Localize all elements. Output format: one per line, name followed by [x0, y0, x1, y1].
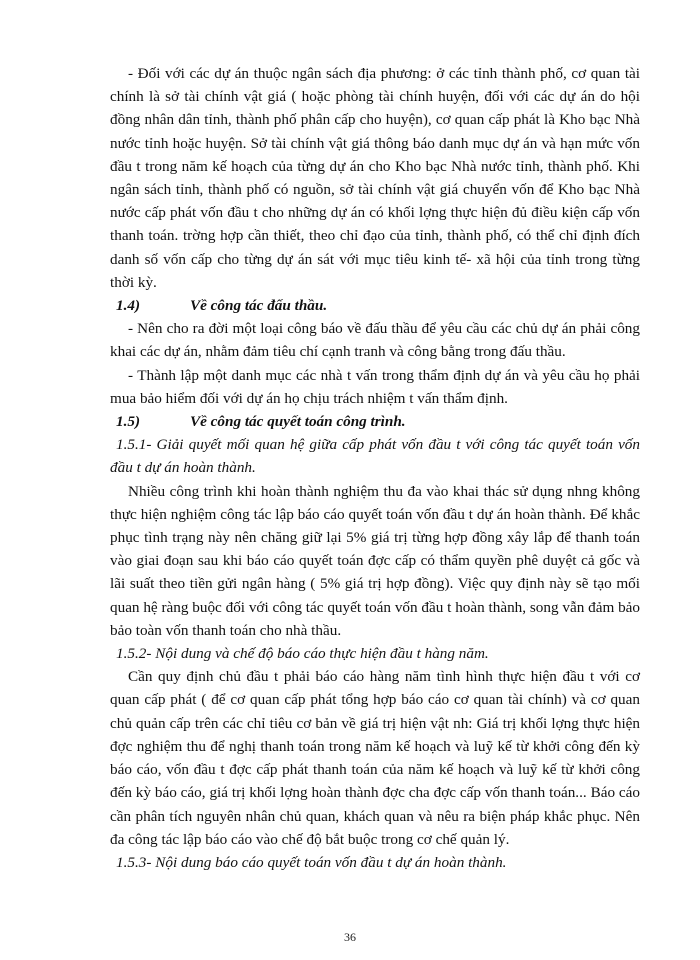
page-content [110, 62, 640, 874]
paragraph-local-budget: - Đối với các dự án thuộc ngân sách địa phương: ở các tỉnh thành phố, cơ quan tài chính là sở tài chính vật giá ( hoặc phòng tài chính huyện, đối với các dự án do hội đồng nhân dân tỉnh, thành phố phân cấp cho huyện), cơ quan cấp phát là Kho bạc Nhà nước tỉnh hoặc huyện. Sở tài chính vật giá thông báo danh mục dự án và hạn mức vốn đầu t trong năm kế hoạch của từng dự án cho Kho bạc Nhà nước tỉnh, thành phố. Khi ngân sách tỉnh, thành phố có nguồn, sở tài chính vật giá chuyển vốn để Kho bạc Nhà nước cấp phát vốn đầu t cho những dự án có khối lợng thực hiện đủ điều kiện cấp vốn thanh toán. trờng hợp cần thiết, theo chỉ đạo của tỉnh, thành phố, có thể chỉ định đích danh số vốn cấp cho từng dự án sát với mục tiêu kinh tế- xã hội của tỉnh trong từng thời kỳ. [110, 65, 640, 291]
section-heading-1-4 [110, 294, 640, 317]
section-number: 1.4) [116, 297, 141, 315]
page-number: 36 [344, 930, 356, 944]
paragraph-settlement: Nhiều công trình khi hoàn thành nghiệm thu đa vào khai thác sử dụng nhng không thực hiện nghiệm công tác lập báo cáo quyết toán vốn đầu t dự án hoàn thành. Để khắc phục tình trạng này nên chăng giữ lại 5% giá trị từng hợp đồng xây lắp để thanh toán vào giai đoạn sau khi báo cáo quyết toán đợc cấp có thẩm quyền phê duyệt cả gốc và lãi suất theo tiền gửi ngân hàng ( 5% giá trị hợp đồng). Việc quy định này sẽ tạo mối quan hệ ràng buộc đối với công tác quyết toán vốn đầu t hoàn thành, song vẫn đảm bảo bảo toàn vốn thanh toán cho nhà thầu. [110, 482, 640, 639]
section-heading-1-5 [110, 410, 640, 433]
subsection-heading-1-5-2: 1.5.2- Nội dung và chế độ báo cáo thực hiện đầu t hàng năm. [116, 645, 489, 663]
subsection-heading-1-5-3: 1.5.3- Nội dung báo cáo quyết toán vốn đầu t dự án hoàn thành. [116, 853, 507, 871]
section-title: Về công tác quyết toán công trình. [190, 413, 406, 431]
paragraph-bidding-gazette: - Nên cho ra đời một loại công báo về đấu thầu để yêu cầu các chủ dự án phải công khai các dự án, nhằm đảm tiêu chí cạnh tranh và công bằng trong đấu thầu. [110, 320, 640, 361]
section-title: Về công tác đấu thầu. [190, 297, 328, 315]
paragraph-consultant-list: - Thành lập một danh mục các nhà t vấn trong thẩm định dự án và yêu cầu họ phải mua bảo hiểm đối với dự án họ chịu trách nhiệm t vấn thẩm định. [110, 366, 640, 407]
subsection-heading-1-5-1: 1.5.1- Giải quyết mối quan hệ giữa cấp phát vốn đầu t với công tác quyết toán vốn đầu t dự án hoàn thành. [110, 436, 640, 477]
paragraph-annual-report: Cần quy định chủ đầu t phải báo cáo hàng năm tình hình thực hiện đầu t với cơ quan cấp phát ( để cơ quan cấp phát tổng hợp báo cáo cơ quan tài chính) và cơ quan chủ quản cấp trên các chỉ tiêu cơ bản về giá trị hiện vật nh: Giá trị khối lợng thực hiện đợc nghiệm thu để nghị thanh toán trong năm kế hoạch và luỹ kế từ khởi công đến kỳ báo cáo, vốn đầu t đợc cấp phát thanh toán của năm kế hoạch và luỹ kế từ khởi công đến kỳ báo cáo, giá trị khối lợng hoàn thành đợc cha đợc cấp vốn thanh toán... Báo cáo cần phân tích nguyên nhân chủ quan, khách quan và nêu ra biện pháp khắc phục. Nên đa công tác lập báo cáo vào chế độ bắt buộc trong cơ chế quản lý. [110, 668, 640, 848]
section-number: 1.5) [116, 413, 141, 431]
